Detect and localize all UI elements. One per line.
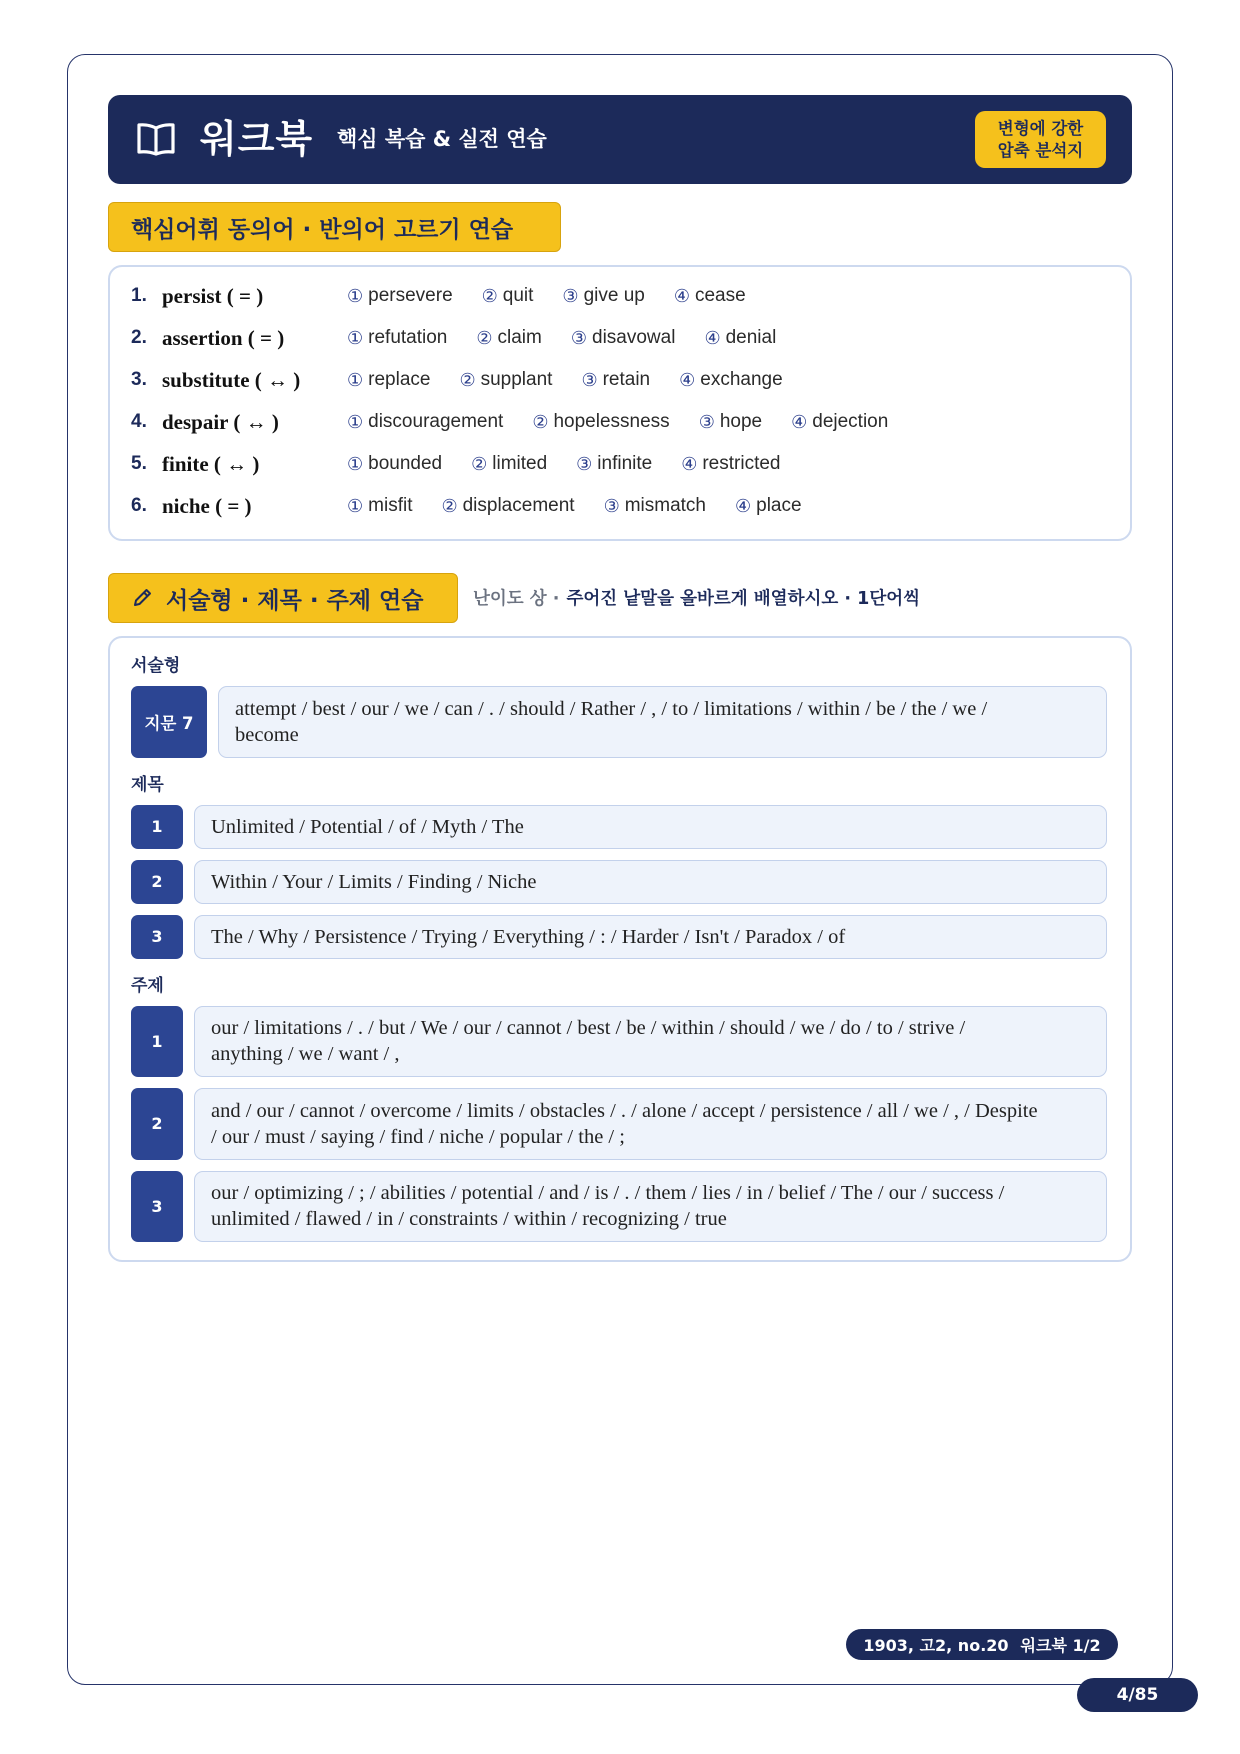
source-footer	[846, 1629, 1118, 1660]
option-marker: ③	[698, 411, 715, 433]
vocab-item	[131, 275, 1130, 317]
answer-row	[131, 805, 1107, 849]
vocab-item	[131, 401, 1130, 443]
word-scramble-box	[194, 1088, 1107, 1160]
option-marker: ②	[471, 453, 488, 475]
answer-row-tag: 3	[131, 1171, 183, 1243]
answer-row	[131, 1088, 1107, 1160]
vocab-option	[571, 327, 676, 349]
vocab-option	[532, 411, 669, 433]
option-marker: ③	[576, 453, 593, 475]
option-word: infinite	[597, 453, 653, 474]
practice-section-title	[108, 573, 458, 623]
vocab-option	[347, 453, 442, 475]
answer-row-tag: 1	[131, 1006, 183, 1078]
option-word: discouragement	[368, 411, 504, 432]
vocab-options	[347, 453, 781, 475]
word-scramble-line: and / our / cannot / overcome / limits / obstacles / . / alone / accept / persistence / all / we / , / Despite	[211, 1099, 1038, 1122]
option-word: dejection	[812, 411, 889, 432]
vocab-relation: ( = )	[215, 493, 252, 518]
option-word: place	[756, 495, 802, 516]
word-scramble-line: The / Why / Persistence / Trying / Everything / : / Harder / Isn't / Paradox / of	[211, 925, 846, 948]
word-scramble-line: / our / must / saying / find / niche / popular / the / ;	[211, 1125, 625, 1148]
option-word: hope	[719, 411, 763, 432]
vocab-option	[681, 453, 780, 475]
vocab-term: substitute	[162, 367, 250, 392]
option-word: exchange	[700, 369, 783, 390]
vocab-item	[131, 359, 1130, 401]
vocab-term-group	[162, 452, 347, 477]
option-word: limited	[492, 453, 548, 474]
option-marker: ①	[347, 369, 364, 391]
option-word: hopelessness	[553, 411, 670, 432]
header-badge	[975, 111, 1106, 168]
theme-group	[131, 1006, 1107, 1243]
option-marker: ①	[347, 411, 364, 433]
vocab-item-number: 5.	[131, 453, 147, 474]
instruction-text: 주어진 낱말을 올바르게 배열하시오 · 1단어씩	[566, 589, 921, 609]
vocab-option	[347, 495, 412, 517]
vocab-term-group	[162, 326, 347, 351]
vocab-item	[131, 317, 1130, 359]
vocab-item	[131, 443, 1130, 485]
option-marker: ④	[704, 327, 721, 349]
option-word: give up	[583, 285, 645, 306]
option-word: replace	[368, 369, 431, 390]
option-marker: ④	[681, 453, 698, 475]
option-marker: ②	[532, 411, 549, 433]
answer-row-tag: 2	[131, 860, 183, 904]
word-scramble-line: anything / we / want / ,	[211, 1043, 400, 1066]
option-marker: ②	[481, 285, 498, 307]
option-marker: ②	[476, 327, 493, 349]
vocab-option	[347, 369, 430, 391]
option-word: mismatch	[624, 495, 706, 516]
option-marker: ②	[441, 495, 458, 517]
option-marker: ④	[673, 285, 690, 307]
option-word: disavowal	[592, 327, 676, 348]
vocab-option	[699, 411, 762, 433]
title-group	[131, 805, 1107, 959]
page-number	[1077, 1678, 1198, 1712]
vocab-option	[704, 327, 776, 349]
vocab-term: despair	[162, 409, 229, 434]
descriptive-label: 서술형	[131, 656, 181, 676]
theme-group-label: 주제	[131, 975, 164, 996]
workbook-header	[108, 95, 1132, 184]
vocab-item-number: 1.	[131, 285, 147, 306]
vocab-term-group	[162, 410, 347, 435]
word-scramble-box	[194, 1006, 1107, 1078]
vocab-option	[347, 411, 503, 433]
vocab-option	[735, 495, 802, 517]
answer-row-tag: 2	[131, 1088, 183, 1160]
option-word: supplant	[480, 369, 553, 390]
option-word: retain	[602, 369, 651, 390]
vocab-relation: ( = )	[247, 325, 285, 350]
answer-row	[131, 860, 1107, 904]
vocab-section-title-text: 핵심어휘 동의어 · 반의어 고르기 연습	[131, 216, 514, 243]
vocab-options	[347, 495, 802, 517]
answer-row	[131, 915, 1107, 959]
option-marker: ②	[459, 369, 476, 391]
answer-row-tag: 1	[131, 805, 183, 849]
vocab-option	[581, 369, 650, 391]
title-group-label: 제목	[131, 774, 164, 795]
vocab-term: assertion	[162, 325, 243, 350]
vocab-term: persist	[162, 283, 222, 308]
word-scramble-box	[218, 686, 1107, 758]
vocab-option	[347, 285, 453, 307]
option-marker: ④	[791, 411, 808, 433]
vocab-option	[441, 495, 574, 517]
vocab-options	[347, 327, 776, 349]
answer-row	[131, 1171, 1107, 1243]
word-scramble-box	[194, 1171, 1107, 1243]
vocab-term: finite	[162, 451, 209, 476]
option-marker: ④	[735, 495, 752, 517]
vocab-option	[562, 285, 644, 307]
vocab-list	[131, 275, 1130, 527]
vocab-section-title	[108, 202, 561, 252]
answer-row-tag: 3	[131, 915, 183, 959]
vocab-option	[347, 327, 447, 349]
badge-line-2: 압축 분석지	[997, 140, 1084, 160]
option-marker: ③	[603, 495, 620, 517]
vocab-relation: ( ↔ )	[213, 451, 260, 476]
option-marker: ①	[347, 453, 364, 475]
option-marker: ③	[562, 285, 579, 307]
vocab-term-group	[162, 284, 347, 309]
vocab-option	[674, 285, 746, 307]
vocab-option	[471, 453, 547, 475]
option-word: refutation	[368, 327, 448, 348]
option-marker: ①	[347, 285, 364, 307]
vocab-term: niche	[162, 493, 210, 518]
open-book-icon	[136, 121, 176, 157]
vocab-relation: ( ↔ )	[254, 367, 301, 392]
option-word: cease	[694, 285, 746, 306]
option-word: quit	[502, 285, 534, 306]
answer-row	[131, 1006, 1107, 1078]
answer-row-tag: 지문 7	[131, 686, 207, 758]
pencil-icon	[131, 587, 153, 609]
descriptive-group	[131, 686, 1107, 758]
vocab-box	[108, 265, 1132, 541]
workbook-subtitle: 핵심 복습 & 실전 연습	[337, 127, 547, 151]
vocab-item-number: 2.	[131, 327, 147, 348]
option-word: claim	[497, 327, 542, 348]
vocab-term-group	[162, 368, 347, 393]
option-word: restricted	[702, 453, 781, 474]
workbook-title: 워크북	[200, 117, 314, 161]
footer-page-label: 워크북 1/2	[1020, 1636, 1101, 1655]
option-marker: ③	[570, 327, 587, 349]
vocab-options	[347, 369, 783, 391]
word-scramble-line: Within / Your / Limits / Finding / Niche	[211, 870, 537, 893]
word-scramble-line: unlimited / flawed / in / constraints / within / recognizing / true	[211, 1208, 727, 1231]
vocab-options	[347, 285, 746, 307]
vocab-item-number: 3.	[131, 369, 147, 390]
vocab-option	[576, 453, 652, 475]
word-scramble-box	[194, 805, 1107, 849]
word-scramble-box	[194, 860, 1107, 904]
vocab-item	[131, 485, 1130, 527]
word-scramble-line: become	[235, 723, 299, 746]
vocab-option	[791, 411, 888, 433]
vocab-option	[679, 369, 783, 391]
option-word: denial	[725, 327, 777, 348]
vocab-relation: ( = )	[226, 283, 264, 308]
vocab-item-number: 6.	[131, 495, 147, 516]
word-scramble-line: attempt / best / our / we / can / . / should / Rather / , / to / limitations / within / be / the / we /	[235, 697, 988, 720]
answer-row	[131, 686, 1107, 758]
practice-instruction	[473, 587, 920, 611]
difficulty-label: 난이도 상 ·	[473, 589, 560, 609]
vocab-option	[476, 327, 541, 349]
word-scramble-line: our / limitations / . / but / We / our / cannot / best / be / within / should / we / do / to / strive /	[211, 1017, 966, 1040]
vocab-option	[482, 285, 534, 307]
vocab-option	[604, 495, 706, 517]
option-word: displacement	[462, 495, 575, 516]
option-word: bounded	[368, 453, 443, 474]
option-marker: ①	[347, 495, 364, 517]
practice-box	[108, 636, 1132, 1262]
badge-line-1: 변형에 강한	[997, 118, 1084, 138]
vocab-relation: ( ↔ )	[233, 409, 279, 434]
option-marker: ①	[347, 327, 364, 349]
option-word: persevere	[368, 285, 453, 306]
word-scramble-box	[194, 915, 1107, 959]
option-word: misfit	[368, 495, 413, 516]
page-number-text: 4/85	[1116, 1685, 1159, 1705]
option-marker: ③	[581, 369, 598, 391]
vocab-item-number: 4.	[131, 411, 147, 432]
vocab-option	[459, 369, 552, 391]
vocab-options	[347, 411, 888, 433]
word-scramble-line: Unlimited / Potential / of / Myth / The	[211, 815, 524, 838]
vocab-term-group	[162, 494, 347, 519]
option-marker: ④	[679, 369, 696, 391]
practice-section-title-text: 서술형 · 제목 · 주제 연습	[166, 587, 424, 614]
word-scramble-line: our / optimizing / ; / abilities / potential / and / is / . / them / lies / in / belief / The / our / success /	[211, 1182, 1005, 1205]
footer-source: 1903, 고2, no.20	[863, 1636, 1009, 1655]
